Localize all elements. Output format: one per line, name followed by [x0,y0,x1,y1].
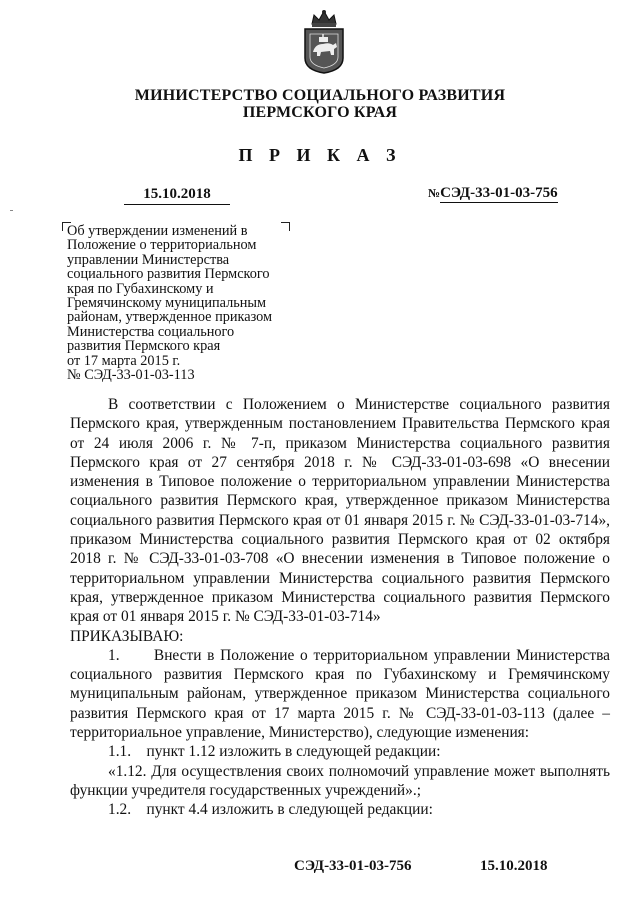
subject-line: управлении Министерства [67,251,230,268]
subject-line: Об утверждении изменений в [67,223,248,239]
subject-line: районам, утвержденное приказом [67,309,273,326]
order-body [70,395,614,820]
item-1-paragraph: 1. Внести в Положение о территориальном управлении Министерства социального развития Пермского края по Губахинскому и Гремячинскому муниципальным районам, утвержденное приказом Министерства социального развития Пермского края от 17 марта 2015 г. № СЭД-33-01-03-113 (далее – территориальное управление, Министерство), следующие изменения: [70,646,614,742]
order-date: 15.10.2018 [124,186,230,205]
footer-order-number: СЭД-33-01-03-756 [294,858,412,874]
subject-line: Министерства социального [67,323,235,340]
order-subject [67,224,297,382]
document-type-title: П Р И К А З [238,145,402,165]
margin-mark [10,210,13,211]
ministry-name-line1: МИНИСТЕРСТВО СОЦИАЛЬНОГО РАЗВИТИЯ [134,87,506,104]
order-number [428,185,558,202]
subject-line: № СЭД-33-01-03-113 [67,367,195,384]
ministry-name-line2: ПЕРМСКОГО КРАЯ [242,104,398,121]
quoted-clause-paragraph: «1.12. Для осуществления своих полномочий управление может выполнять функции учредителя государственных учреждений».; [70,762,610,799]
subject-line: края по Губахинскому и [67,280,214,297]
footer-order-date: 15.10.2018 [480,858,548,874]
preamble-paragraph: В соответствии с Положением о Министерстве социального развития Пермского края, утвержденным постановлением Правительства Пермского края от 24 июля 2006 г. № 7-п, приказом Министерства социального развития Пермского края от 27 сентября 2018 г. № СЭД-33-01-03-698 «О внесении изменения в Типовое положение о территориальном управлении Министерства социального развития Пермского края, утвержденное приказом Министерства социального развития Пермского края от 01 января 2015 г. № СЭД-33-01-03-714», приказом Министерства социального развития Пермского края от 02 октября 2018 г. № СЭД-33-01-03-708 «О внесении изменения в Типовое положение о территориальном управлении Министерства социального развития Пермского края, утвержденное приказом Министерства социального развития Пермского края от 01 января 2015 г. № СЭД-33-01-03-714» [70,396,610,626]
subject-line: развития Пермского края [67,338,221,355]
order-number-value: СЭД-33-01-03-756 [440,185,558,201]
order-directive: ПРИКАЗЫВАЮ: [70,627,184,645]
subject-line: социального развития Пермского [67,266,270,283]
subject-line: от 17 марта 2015 г. [67,352,181,369]
item-1-1-paragraph: 1.1. пункт 1.12 изложить в следующей редакции: [108,743,441,761]
subject-line: Гремячинскому муниципальным [67,295,267,312]
coat-of-arms-emblem [299,8,349,74]
subject-line: Положение о территориальном [67,237,257,254]
number-sign: № [428,186,441,200]
item-1-2-paragraph: 1.2. пункт 4.4 изложить в следующей редакции: [108,801,433,819]
